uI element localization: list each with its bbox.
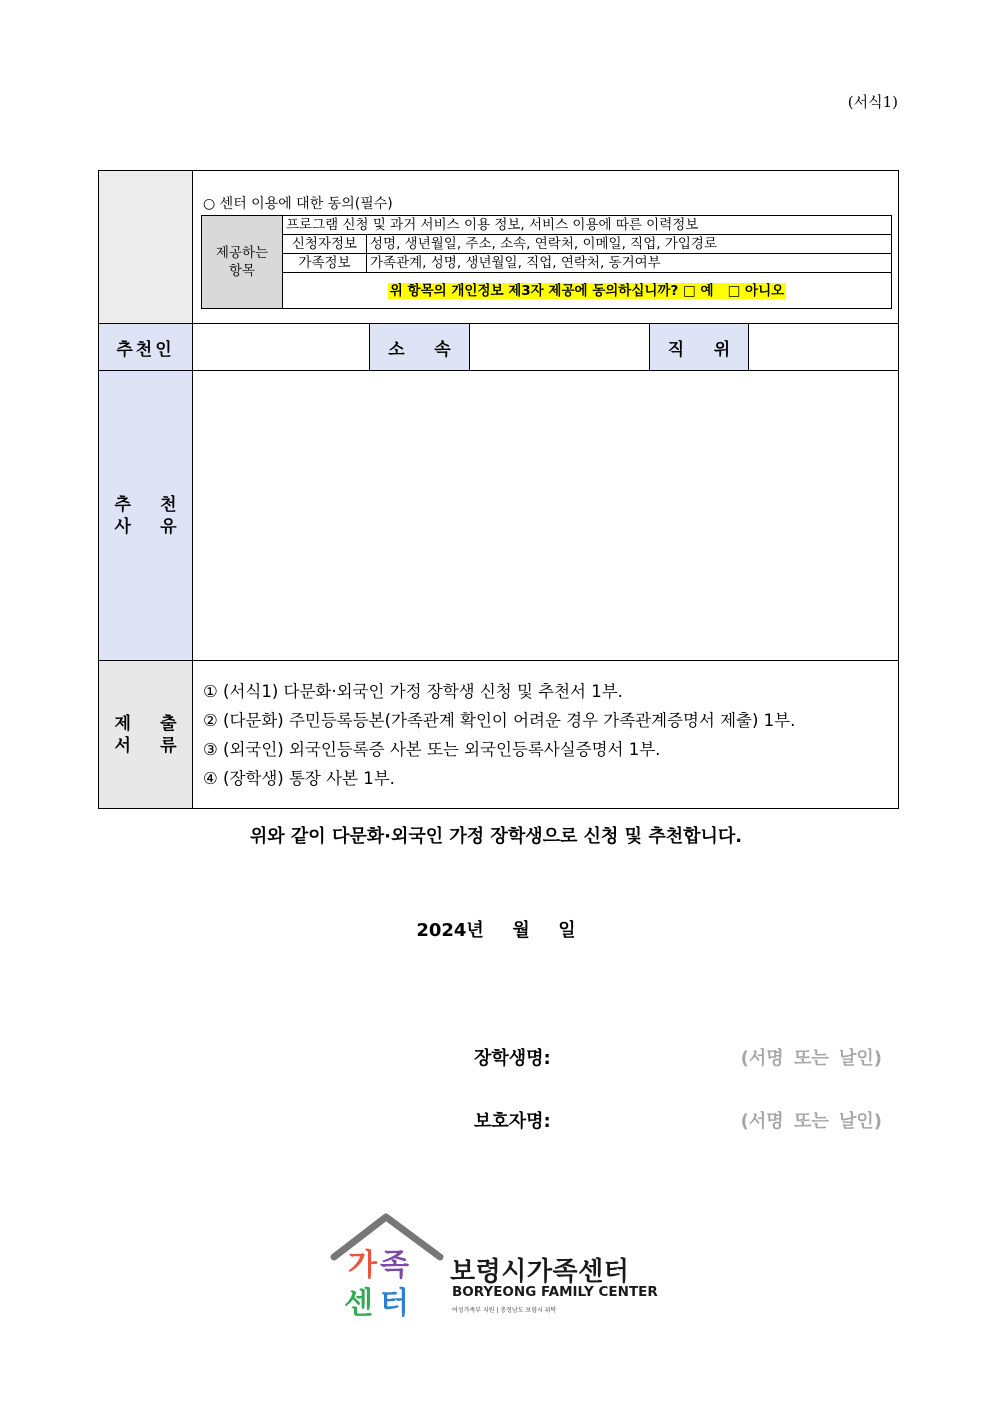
svg-text:터: 터	[380, 1286, 409, 1321]
student-signature-hint[interactable]: (서명 또는 날인)	[740, 1048, 882, 1069]
docs-char-2: 출	[160, 713, 177, 734]
documents-list	[193, 661, 899, 809]
docs-char-1: 제	[114, 713, 131, 734]
recommender-name-field[interactable]	[193, 324, 370, 371]
applicant-info-text: 성명, 생년월일, 주소, 소속, 연락처, 이메일, 직업, 가입경로	[367, 235, 892, 254]
consent-label-cell	[99, 171, 193, 324]
document-item: ④ (장학생) 통장 사본 1부.	[203, 768, 395, 788]
position-label: 직 위	[650, 324, 749, 371]
items-label-text: 제공하는 항목	[215, 245, 269, 279]
consent-question-text: 위 항목의 개인정보 제3자 제공에 동의하십니까? □ 예 □ 아니오	[389, 282, 785, 299]
document-item: ② (다문화) 주민등록등본(가족관계 확인이 어려운 경우 가족관계증명서 제출) 1부.	[203, 710, 796, 730]
date-line: 2024년 월 일	[416, 920, 576, 941]
documents-label	[99, 661, 193, 809]
affiliation-label: 소 속	[370, 324, 470, 371]
recommender-label: 추천인	[99, 324, 193, 371]
affiliation-field[interactable]	[470, 324, 650, 371]
svg-text:족: 족	[380, 1248, 409, 1283]
center-logo	[330, 1213, 670, 1323]
svg-text:가: 가	[348, 1248, 377, 1283]
position-field[interactable]	[749, 324, 899, 371]
items-label	[202, 216, 283, 309]
reason-label	[99, 371, 193, 661]
reason-field[interactable]	[193, 371, 899, 661]
docs-char-4: 류	[160, 735, 177, 756]
reason-char-4: 유	[160, 516, 177, 537]
consent-items-table	[201, 215, 892, 309]
reason-char-3: 사	[114, 516, 131, 537]
applicant-info-label: 신청자정보	[283, 235, 367, 254]
reason-char-1: 추	[114, 494, 131, 515]
guardian-signature-hint[interactable]: (서명 또는 날인)	[740, 1111, 882, 1132]
consent-section	[193, 171, 899, 324]
document-item: ③ (외국인) 외국인등록증 사본 또는 외국인등록사실증명서 1부.	[203, 739, 661, 759]
form-number: (서식1)	[847, 93, 898, 111]
consent-question	[283, 273, 892, 309]
family-info-label: 가족정보	[283, 254, 367, 273]
logo-name-english: BORYEONG FAMILY CENTER	[452, 1284, 658, 1300]
consent-heading: ○ 센터 이용에 대한 동의(필수)	[203, 196, 393, 212]
logo-subtitle: 여성가족부 지원 | 충청남도 보령시 위탁	[452, 1307, 557, 1314]
student-name-label: 장학생명:	[474, 1048, 551, 1069]
svg-text:센: 센	[344, 1286, 373, 1321]
family-info-text: 가족관계, 성명, 생년월일, 직업, 연락처, 동거여부	[367, 254, 892, 273]
consent-row-program: 프로그램 신청 및 과거 서비스 이용 정보, 서비스 이용에 따른 이력정보	[283, 216, 892, 235]
family-center-logo-mark	[330, 1213, 450, 1323]
application-form-table	[98, 170, 899, 809]
logo-name-korean: 보령시가족센터	[450, 1257, 630, 1287]
declaration-statement: 위와 같이 다문화·외국인 가정 장학생으로 신청 및 추천합니다.	[249, 826, 743, 847]
document-item: ① (서식1) 다문화·외국인 가정 장학생 신청 및 추천서 1부.	[203, 681, 623, 701]
docs-char-3: 서	[114, 735, 131, 756]
guardian-name-label: 보호자명:	[474, 1111, 551, 1132]
reason-char-2: 천	[160, 494, 177, 515]
